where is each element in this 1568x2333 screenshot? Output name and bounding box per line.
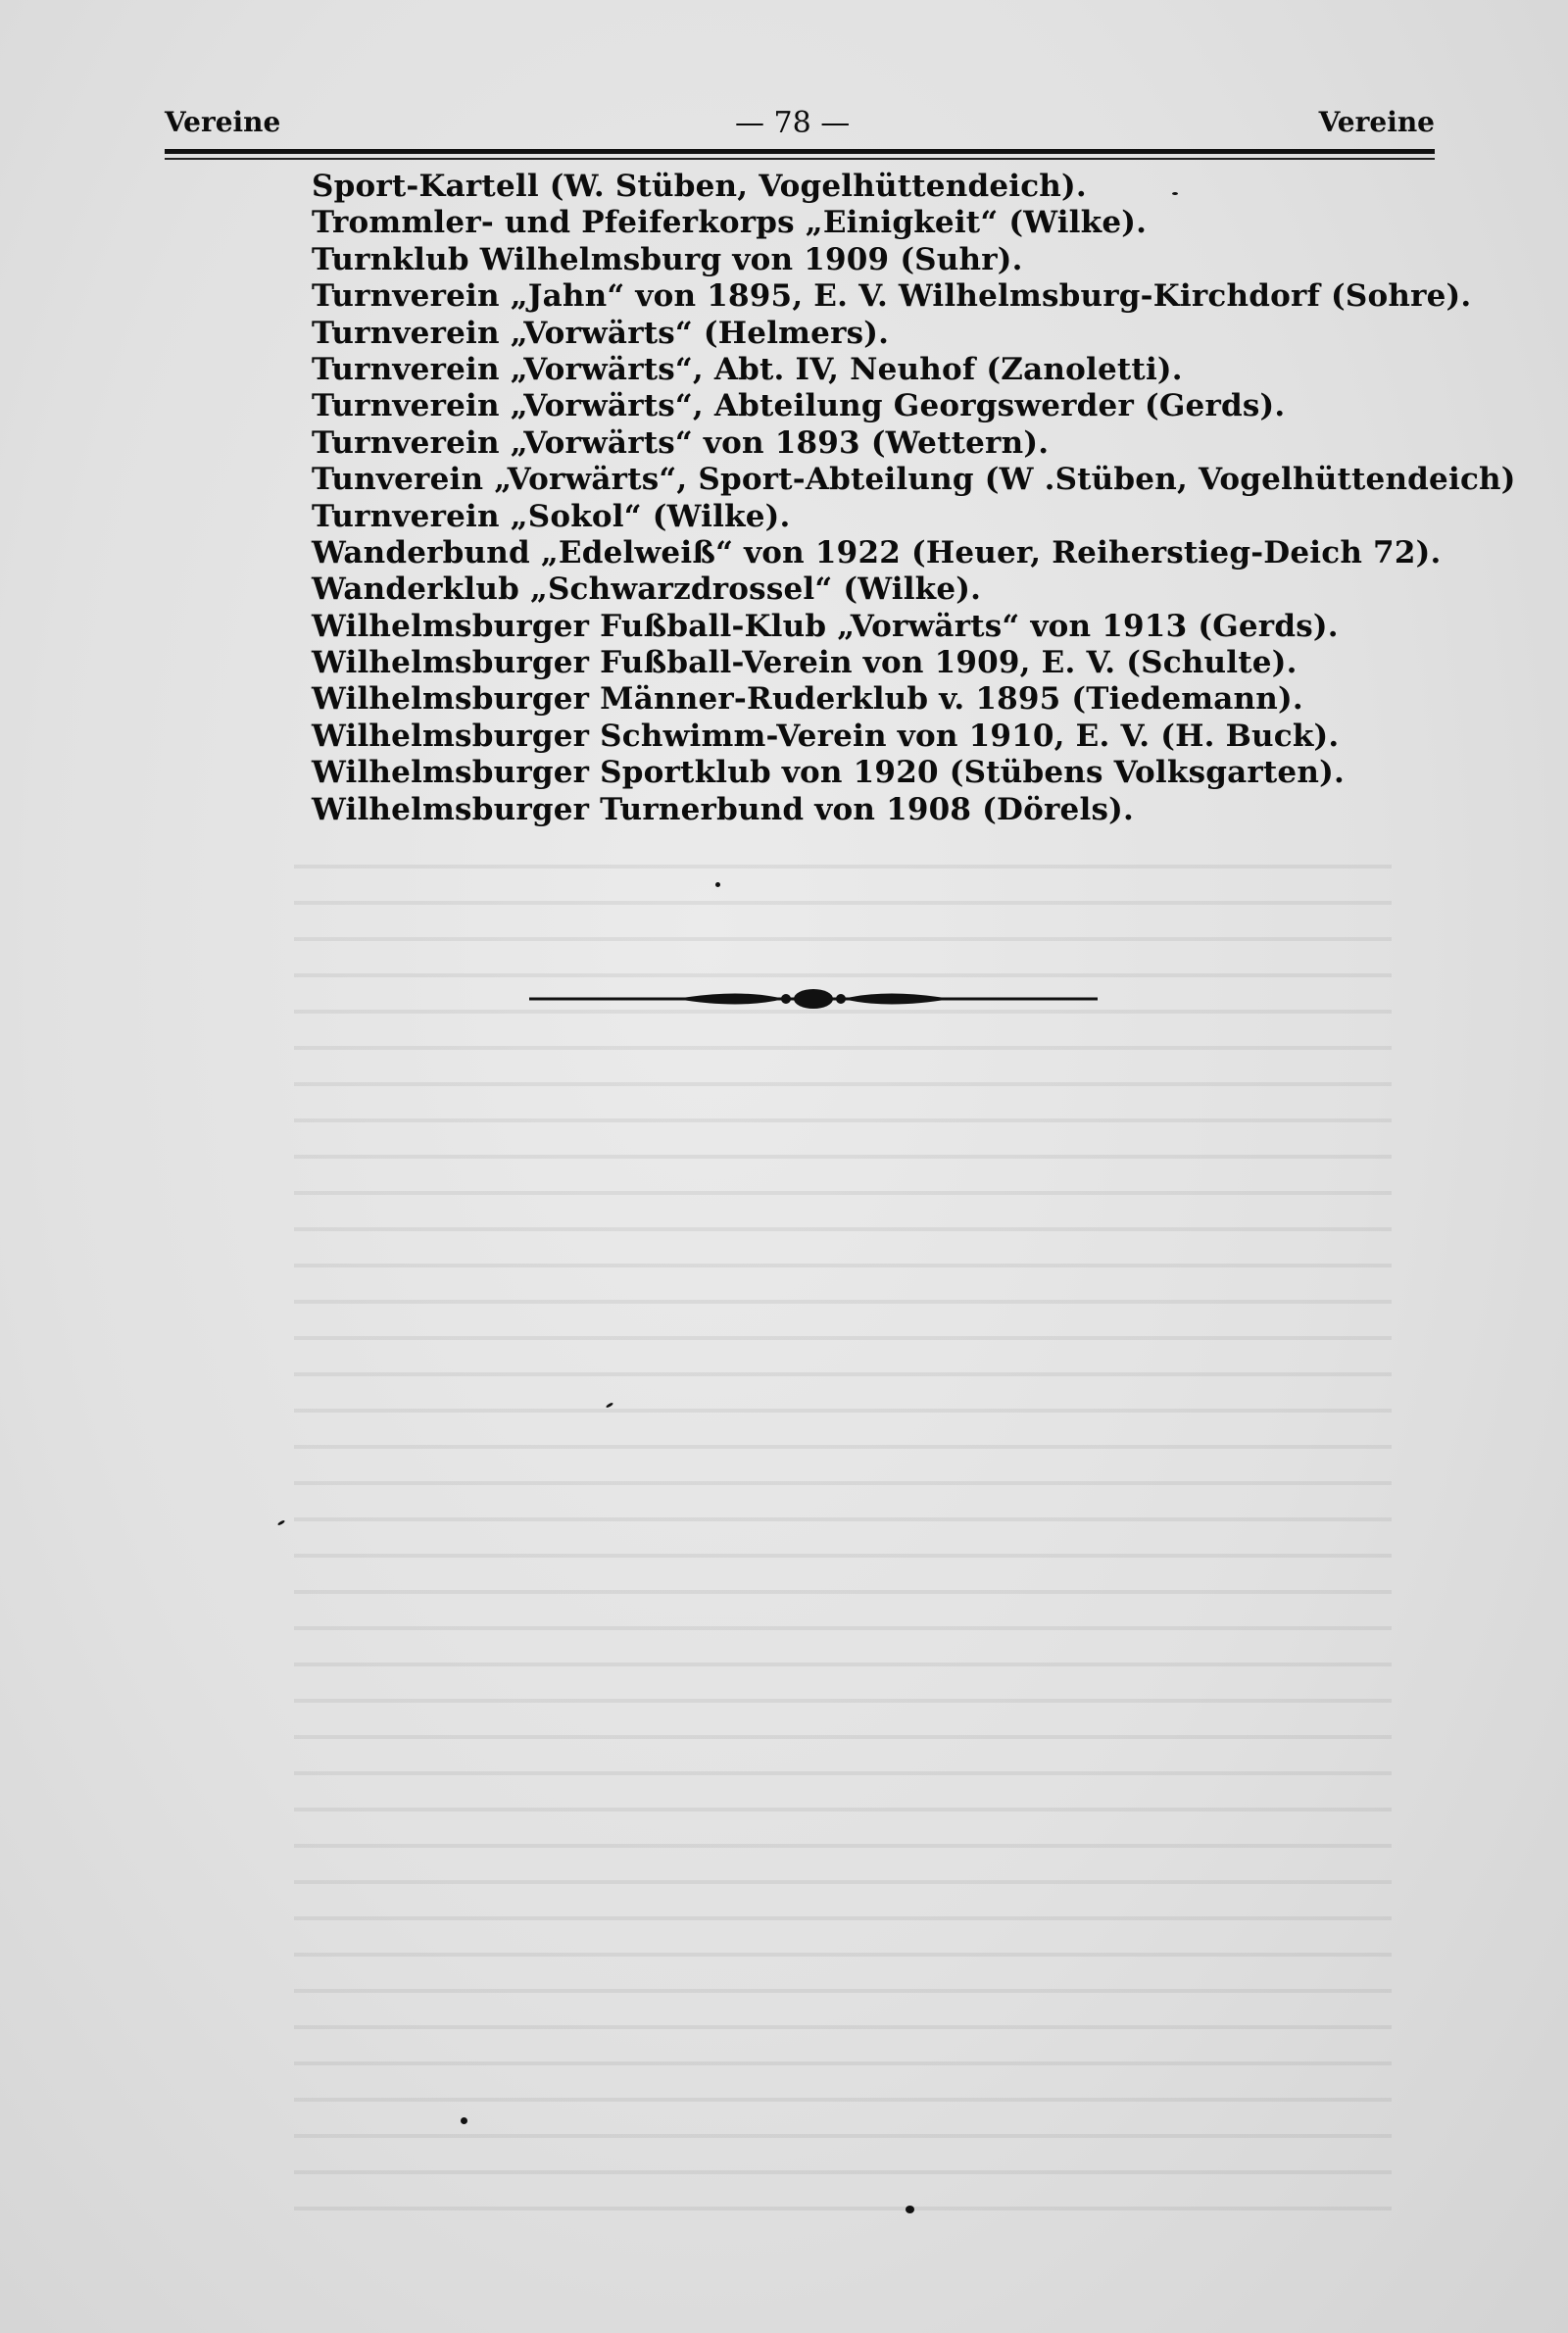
list-item: Turnverein „Vorwärts“ von 1893 (Wettern). [312, 424, 1050, 461]
list-item: Wilhelmsburger Fußball-Klub „Vorwärts“ von 1913 (Gerds). [312, 608, 1339, 644]
page-header [165, 106, 1435, 145]
list-item: Wilhelmsburger Sportklub von 1920 (Stübens Volksgarten). [312, 755, 1345, 791]
print-speck [461, 2117, 467, 2124]
header-rule-thick [165, 149, 1435, 154]
header-rule-thin [165, 158, 1435, 160]
club-list [312, 169, 1516, 828]
list-item: Sport-Kartell (W. Stüben, Vogelhüttendeich). [312, 169, 1087, 204]
print-speck [1172, 192, 1178, 195]
list-item: Turnklub Wilhelmsburg von 1909 (Suhr). [312, 241, 1023, 277]
bleed-through-text [294, 843, 1392, 2215]
list-item: Turnverein „Vorwärts“ (Helmers). [312, 315, 890, 351]
list-item: Wilhelmsburger Schwimm-Verein von 1910, E. V. (H. Buck). [312, 718, 1340, 754]
header-left: Vereine [165, 106, 281, 138]
list-item: Turnverein „Vorwärts“, Abt. IV, Neuhof (Zanoletti). [312, 351, 1183, 387]
print-speck [906, 2206, 914, 2213]
print-speck [277, 1519, 285, 1526]
list-item: Tunverein „Vorwärts“, Sport-Abteilung (W .Stüben, Vogelhüttendeich) [312, 462, 1516, 498]
list-item: Turnverein „Sokol“ (Wilke). [312, 498, 791, 534]
header-right: Vereine [1318, 106, 1435, 138]
list-item: Trommler- und Pfeiferkorps „Einigkeit“ (Wilke). [312, 205, 1148, 241]
list-item: Wanderbund „Edelweiß“ von 1922 (Heuer, Reiherstieg-Deich 72). [312, 534, 1442, 571]
list-item: Turnverein „Jahn“ von 1895, E. V. Wilhelmsburg-Kirchdorf (Sohre). [312, 278, 1472, 315]
ornament-divider-icon [529, 984, 1098, 1014]
page-number: — 78 — [735, 106, 851, 140]
print-speck [715, 882, 720, 887]
list-item: Wilhelmsburger Fußball-Verein von 1909, E. V. (Schulte). [312, 645, 1298, 681]
list-item: Turnverein „Vorwärts“, Abteilung Georgswerder (Gerds). [312, 388, 1286, 424]
list-item: Wilhelmsburger Männer-Ruderklub v. 1895 (Tiedemann). [312, 681, 1303, 718]
list-item: Wilhelmsburger Turnerbund von 1908 (Dörels). [312, 791, 1134, 827]
list-item: Wanderklub „Schwarzdrossel“ (Wilke). [312, 571, 982, 608]
